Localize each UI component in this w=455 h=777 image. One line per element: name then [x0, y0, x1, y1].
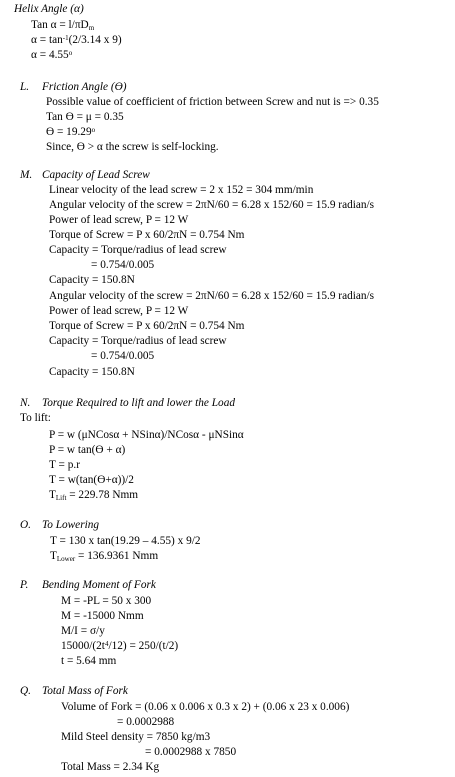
heading-text: Friction Angle (Ө): [42, 81, 127, 93]
section-letter: M.: [20, 169, 33, 181]
formula-line: Tan Ө = μ = 0.35: [46, 111, 124, 123]
formula-line: $\alpha = 4.55^o$: [31, 49, 73, 61]
text-line: = 0.0002988 x 7850: [145, 746, 237, 758]
formula-line: T = p.r: [49, 459, 80, 471]
section-heading-total-mass: [20, 686, 128, 697]
formula-line: $T_{Lift} = 229.78$ Nmm: [49, 489, 139, 502]
text-line: Torque of Screw = P x 60/2πN = 0.754 Nm: [49, 320, 245, 332]
text-line: Angular velocity of the screw = 2πN/60 = 6.28 x 152/60 = 15.9 radian/s: [49, 199, 375, 211]
section-letter: P.: [20, 579, 29, 591]
section-letter: L.: [20, 81, 30, 93]
text-line: Capacity = Torque/radius of lead screw: [49, 244, 227, 256]
section-heading-bending-moment: [20, 580, 156, 591]
formula-line: T = w(tan(Ө+α))/2: [49, 474, 134, 486]
text-line: Possible value of coefficient of friction between Screw and nut is => 0.35: [46, 96, 379, 108]
formula-line: $Ө = 19.29^o$: [46, 126, 96, 138]
formula-line: $15000/(2t^4/12) = 250/(t/2)$: [61, 640, 179, 652]
formula-line: M = -PL = 50 x 300: [61, 595, 152, 607]
formula-line: $\alpha = \tan^{-1}(2/3.14$ x 9): [31, 34, 122, 46]
text-line: = 0.754/0.005: [91, 259, 155, 271]
text-line: Angular velocity of the screw = 2πN/60 = 6.28 x 152/60 = 15.9 radian/s: [49, 290, 375, 302]
formula-line: t = 5.64 mm: [61, 655, 117, 667]
heading-text: Helix Angle (α): [14, 3, 84, 15]
text-line: Torque of Screw = P x 60/2πN = 0.754 Nm: [49, 229, 245, 241]
heading-text: Total Mass of Fork: [42, 685, 128, 697]
section-heading-lowering: [20, 520, 99, 531]
text-line: Power of lead screw, P = 12 W: [49, 214, 189, 226]
section-heading-torque: [20, 398, 235, 409]
formula-line: M = -15000 Nmm: [61, 610, 144, 622]
text-line: Since, Ө > α the screw is self-locking.: [46, 141, 219, 153]
section-heading-helix-angle: [14, 4, 84, 15]
section-letter: O.: [20, 519, 31, 531]
text-line: Mild Steel density = 7850 kg/m3: [61, 731, 211, 743]
text-line: Volume of Fork = (0.06 x 0.006 x 0.3 x 2) + (0.06 x 23 x 0.006): [61, 701, 350, 713]
text-line: Capacity = 150.8N: [49, 366, 135, 378]
text-line: Linear velocity of the lead screw = 2 x 152 = 304 mm/min: [49, 184, 314, 196]
formula-line: P = w tan(Ө + α): [49, 444, 126, 456]
formula-line: P = w (μNCosα + NSinα)/NCosα - μNSinα: [49, 429, 244, 441]
section-letter: Q.: [20, 685, 31, 697]
heading-text: To Lowering: [42, 519, 100, 531]
text-line: Capacity = Torque/radius of lead screw: [49, 335, 227, 347]
text-line: Capacity = 150.8N: [49, 274, 135, 286]
formula-line: T = 130 x tan(19.29 – 4.55) x 9/2: [50, 535, 201, 547]
text-line: Total Mass = 2.34 Kg: [61, 761, 160, 773]
section-heading-capacity: [20, 170, 150, 181]
text-line: = 0.0002988: [117, 716, 175, 728]
text-line: Power of lead screw, P = 12 W: [49, 305, 189, 317]
formula-line: Tan $\alpha = l/\pi D_m$: [31, 19, 95, 32]
heading-text: Bending Moment of Fork: [42, 579, 156, 591]
text-line: To lift:: [20, 412, 51, 424]
heading-text: Torque Required to lift and lower the Load: [42, 397, 235, 409]
section-letter: N.: [20, 397, 31, 409]
heading-text: Capacity of Lead Screw: [42, 169, 150, 181]
formula-line: $T_{Lower} = 136.9361$ Nmm: [50, 550, 159, 563]
text-line: = 0.754/0.005: [91, 350, 155, 362]
section-heading-friction-angle: [20, 82, 127, 93]
formula-line: M/I = σ/y: [61, 625, 105, 637]
